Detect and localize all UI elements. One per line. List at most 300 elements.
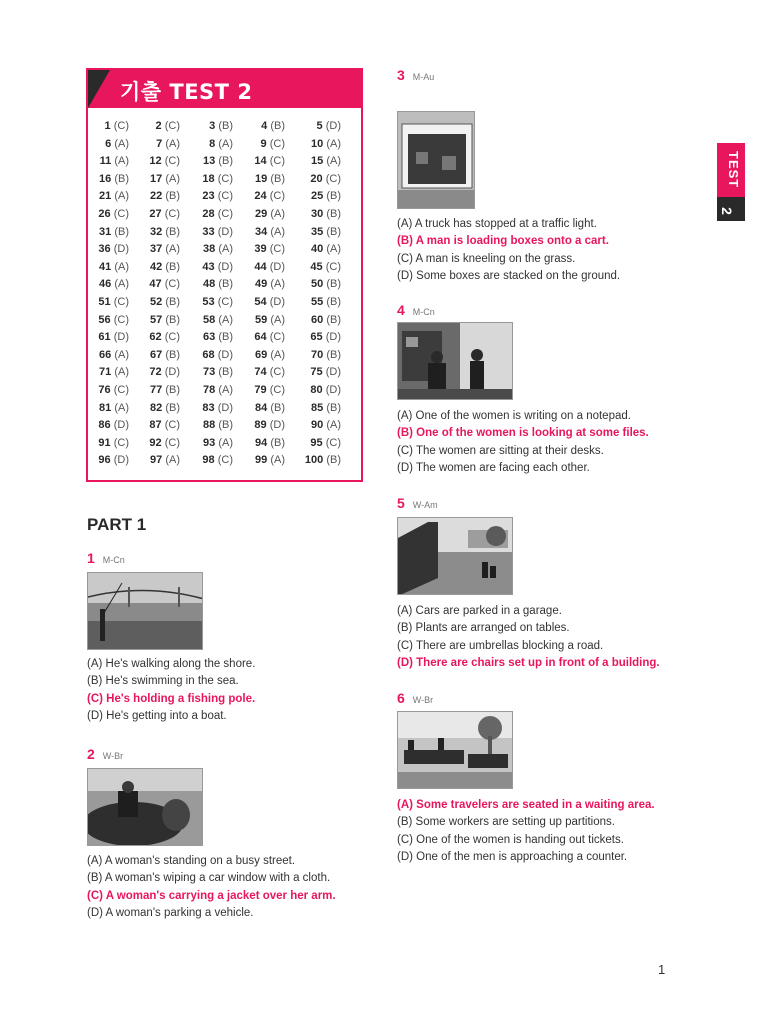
answer-key-item-number: 74 [254, 366, 267, 379]
question-number: 6 [397, 690, 405, 706]
answer-key-row [88, 384, 361, 402]
answer-key-item-number: 56 [98, 313, 111, 326]
answer-key-item-number: 28 [202, 207, 215, 220]
question-2-options [87, 853, 336, 923]
answer-key-cell [235, 226, 287, 244]
answer-key-row [88, 173, 361, 191]
answer-key-item-number: 90 [311, 419, 324, 432]
answer-key-item-answer: (C) [164, 120, 180, 132]
answer-key-item-answer: (A) [270, 278, 285, 291]
answer-key-cell [235, 138, 287, 156]
answer-key-item-number: 71 [99, 366, 112, 379]
answer-key-cell [88, 120, 131, 138]
question-5-header [397, 495, 438, 511]
answer-key-item-number: 32 [150, 225, 163, 238]
answer-key-item-answer: (A) [270, 225, 285, 238]
answer-key-item-answer: (A) [218, 243, 233, 256]
question-number: 2 [87, 746, 95, 762]
option-c: (C) The women are sitting at their desks. [397, 444, 604, 457]
answer-key-item-number: 57 [150, 313, 163, 326]
answer-key-cell [287, 120, 343, 138]
answer-key-cell [287, 226, 343, 244]
answer-key-cell [131, 454, 182, 472]
answer-key-item-number: 7 [156, 137, 163, 150]
option-a: (A) He's walking along the shore. [87, 658, 256, 670]
speaker-code: M-Au [412, 72, 435, 82]
answer-key-item-number: 2 [155, 120, 162, 132]
answer-key-item-answer: (D) [325, 383, 341, 396]
answer-key-cell [182, 243, 235, 261]
answer-key-item-number: 62 [149, 331, 162, 344]
answer-key-cell [235, 120, 287, 138]
answer-key-item-answer: (C) [325, 172, 341, 185]
answer-key-item-number: 68 [202, 348, 215, 361]
answer-key-item-answer: (C) [217, 172, 233, 185]
answer-key-cell [235, 419, 287, 437]
answer-key-cell [235, 349, 287, 367]
answer-key-item-answer: (B) [165, 401, 180, 414]
answer-key-item-answer: (B) [114, 225, 129, 238]
speaker-code: W-Br [102, 751, 124, 761]
answer-key-cell [235, 243, 287, 261]
answer-key-item-answer: (B) [218, 419, 233, 432]
answer-key-item-answer: (A) [218, 436, 233, 449]
answer-key-item-number: 96 [98, 454, 111, 467]
answer-key-item-answer: (B) [270, 172, 285, 185]
question-1-header [87, 550, 125, 566]
answer-key-item-number: 75 [310, 366, 323, 379]
answer-key-item-answer: (D) [217, 401, 233, 414]
option-a: (A) A woman's standing on a busy street. [87, 855, 296, 867]
answer-key-cell [235, 437, 287, 455]
answer-key-item-answer: (B) [326, 207, 341, 220]
answer-key-item-answer: (B) [218, 155, 233, 168]
answer-key-item-answer: (B) [165, 260, 180, 273]
answer-key-cell [88, 454, 131, 472]
answer-key-item-number: 35 [311, 225, 324, 238]
answer-key-cell [131, 243, 182, 261]
answer-key-item-number: 8 [209, 137, 216, 150]
answer-key-item-number: 24 [254, 190, 267, 203]
answer-key-cell [88, 296, 131, 314]
option-a: (A) Cars are parked in a garage. [397, 605, 562, 617]
answer-key-cell [287, 208, 343, 226]
answer-key-cell [235, 155, 287, 173]
answer-key-item-number: 49 [255, 278, 268, 291]
part-heading: PART 1 [87, 515, 147, 534]
answer-key-cell [88, 437, 131, 455]
answer-key-row [88, 402, 361, 420]
answer-key-item-answer: (C) [217, 190, 233, 203]
answer-key-item-answer: (C) [269, 243, 285, 256]
answer-key-row [88, 120, 361, 138]
answer-key-item-answer: (C) [164, 419, 180, 432]
answer-key-row [88, 278, 361, 296]
answer-key-item-number: 33 [202, 225, 215, 238]
answer-key-item-number: 40 [311, 243, 324, 256]
answer-key-item-answer: (A) [326, 155, 341, 168]
answer-key-item-answer: (B) [326, 313, 341, 326]
answer-key-item-number: 1 [104, 120, 111, 132]
answer-key-cell [131, 155, 182, 173]
answer-key-item-answer: (C) [113, 207, 129, 220]
answer-key-item-answer: (D) [113, 419, 129, 432]
page-number: 1 [658, 962, 666, 977]
answer-key-row [88, 349, 361, 367]
answer-key-cell [235, 366, 287, 384]
speaker-code: W-Am [412, 500, 438, 510]
answer-key-item-number: 12 [149, 155, 162, 168]
answer-key-cell [88, 173, 131, 191]
answer-key-cell [287, 366, 343, 384]
question-number: 1 [87, 550, 95, 566]
answer-key-item-answer: (A) [165, 243, 180, 256]
answer-key-item-number: 48 [203, 278, 216, 291]
answer-key-cell [235, 402, 287, 420]
side-tab-number: 2 [718, 207, 735, 215]
answer-key-cell [287, 419, 343, 437]
question-4-options [397, 408, 649, 478]
answer-key-cell [235, 454, 287, 472]
question-number: 5 [397, 495, 405, 511]
answer-key-item-number: 78 [203, 383, 216, 396]
answer-key-cell [235, 384, 287, 402]
answer-key-cell [131, 349, 182, 367]
answer-key-cell [287, 331, 343, 349]
answer-key-item-answer: (A) [270, 313, 285, 326]
answer-key-item-answer: (D) [269, 260, 285, 273]
answer-key-item-answer: (A) [270, 348, 285, 361]
answer-key-item-answer: (C) [164, 278, 180, 291]
answer-key-item-answer: (B) [165, 225, 180, 238]
answer-key-item-number: 19 [255, 172, 268, 185]
answer-key-cell [182, 384, 235, 402]
answer-key-cell [287, 261, 343, 279]
answer-key-item-answer: (C) [269, 190, 285, 203]
answer-key-item-number: 91 [98, 436, 111, 449]
answer-key-item-answer: (D) [113, 331, 129, 344]
answer-key-item-answer: (B) [165, 190, 180, 203]
answer-key-item-number: 15 [311, 155, 324, 168]
answer-key-item-number: 73 [203, 366, 216, 379]
answer-key-cell [287, 155, 343, 173]
answer-key-item-answer: (B) [270, 120, 285, 132]
option-b-correct: (B) A man is loading boxes onto a cart. [397, 235, 609, 248]
answer-key-cell [131, 190, 182, 208]
answer-key-cell [235, 173, 287, 191]
answer-key-item-answer: (B) [165, 313, 180, 326]
answer-key-item-answer: (C) [164, 331, 180, 344]
answer-key-item-number: 43 [202, 260, 215, 273]
answer-key-cell [182, 208, 235, 226]
answer-key-item-number: 54 [254, 295, 267, 308]
answer-key-cell [131, 419, 182, 437]
answer-key-cell [88, 278, 131, 296]
answer-key-item-answer: (C) [164, 155, 180, 168]
answer-key-cell [182, 331, 235, 349]
answer-key-item-number: 72 [149, 366, 162, 379]
answer-key-item-answer: (D) [269, 419, 285, 432]
option-d-correct: (D) There are chairs set up in front of a building. [397, 657, 660, 670]
answer-key-item-answer: (D) [325, 366, 341, 379]
answer-key-item-answer: (A) [114, 260, 129, 273]
answer-key-cell [131, 296, 182, 314]
answer-key-cell [287, 454, 343, 472]
answer-key-cell [287, 243, 343, 261]
answer-key-item-answer: (B) [218, 120, 233, 132]
answer-key-cell [88, 314, 131, 332]
answer-key-item-answer: (A) [326, 137, 341, 150]
answer-key-item-answer: (B) [218, 331, 233, 344]
answer-key-cell [88, 261, 131, 279]
question-6-photo [397, 711, 513, 789]
answer-key-cell [131, 173, 182, 191]
answer-key-item-number: 64 [254, 331, 267, 344]
answer-key-item-number: 42 [150, 260, 163, 273]
answer-key-item-answer: (C) [113, 120, 129, 132]
answer-key-item-number: 97 [150, 454, 163, 467]
option-c-correct: (C) He's holding a fishing pole. [87, 692, 256, 705]
answer-key-cell [235, 208, 287, 226]
answer-key-item-answer: (D) [217, 260, 233, 273]
answer-key-row [88, 366, 361, 384]
answer-key-item-number: 23 [202, 190, 215, 203]
answer-key-cell [88, 419, 131, 437]
answer-key-item-number: 30 [311, 207, 324, 220]
answer-key-item-number: 69 [255, 348, 268, 361]
answer-key-item-answer: (A) [165, 454, 180, 467]
answer-key-item-number: 14 [254, 155, 267, 168]
answer-key-item-answer: (B) [270, 401, 285, 414]
answer-key-cell [182, 349, 235, 367]
answer-key-item-number: 99 [255, 454, 268, 467]
question-6-options [397, 797, 655, 867]
answer-key-cell [287, 402, 343, 420]
answer-key-item-number: 66 [99, 348, 112, 361]
answer-key-item-answer: (C) [164, 207, 180, 220]
answer-key-cell [131, 261, 182, 279]
answer-key-item-number: 46 [99, 278, 112, 291]
answer-key-item-number: 60 [311, 313, 324, 326]
answer-key-item-answer: (A) [114, 155, 129, 168]
answer-key-row [88, 437, 361, 455]
answer-key-item-number: 13 [203, 155, 216, 168]
answer-key-item-answer: (D) [113, 454, 129, 467]
answer-key-cell [88, 226, 131, 244]
answer-key-cell [131, 138, 182, 156]
question-1-options [87, 656, 255, 726]
question-6-header [397, 690, 433, 706]
question-3-header [397, 67, 434, 83]
answer-key-item-number: 4 [261, 120, 268, 132]
answer-key-cell [131, 331, 182, 349]
answer-key-cell [131, 208, 182, 226]
answer-key-item-number: 67 [150, 348, 163, 361]
answer-key-item-number: 89 [254, 419, 267, 432]
answer-key-item-number: 59 [255, 313, 268, 326]
answer-key-item-answer: (A) [326, 243, 341, 256]
answer-key-item-answer: (B) [165, 383, 180, 396]
answer-key-cell [182, 366, 235, 384]
answer-key-item-number: 21 [99, 190, 112, 203]
answer-key-row [88, 331, 361, 349]
question-5-options [397, 603, 660, 673]
answer-key-row [88, 419, 361, 437]
answer-key-cell [131, 402, 182, 420]
question-4-photo [397, 322, 513, 400]
answer-key-item-number: 51 [98, 295, 111, 308]
answer-key-item-number: 87 [149, 419, 162, 432]
answer-key-cell [287, 314, 343, 332]
answer-key-cell [131, 278, 182, 296]
option-b-correct: (B) One of the women is looking at some files. [397, 427, 649, 440]
answer-key-item-answer: (C) [217, 295, 233, 308]
answer-key-cell [88, 243, 131, 261]
answer-key-item-number: 18 [202, 172, 215, 185]
answer-key-item-number: 34 [255, 225, 268, 238]
answer-key-item-number: 27 [149, 207, 162, 220]
answer-key-item-answer: (B) [165, 295, 180, 308]
answer-key-item-answer: (A) [218, 137, 233, 150]
header-notch [88, 70, 110, 108]
answer-key-item-number: 31 [99, 225, 112, 238]
option-c-correct: (C) A woman's carrying a jacket over her arm. [87, 889, 336, 902]
answer-key-item-number: 58 [203, 313, 216, 326]
answer-key-title: 기출 TEST 2 [120, 80, 253, 104]
answer-key-item-number: 11 [99, 155, 112, 168]
side-tab-label: TEST [726, 151, 741, 189]
answer-key-cell [182, 120, 235, 138]
answer-key-cell [88, 190, 131, 208]
answer-key-item-number: 65 [310, 331, 323, 344]
answer-key-item-answer: (B) [218, 366, 233, 379]
answer-key-cell [131, 366, 182, 384]
answer-key-cell [88, 349, 131, 367]
answer-key-cell [88, 155, 131, 173]
answer-key-item-number: 76 [98, 383, 111, 396]
answer-key-item-number: 93 [203, 436, 216, 449]
answer-key-cell [287, 138, 343, 156]
answer-key-item-number: 81 [99, 401, 112, 414]
answer-key-item-number: 80 [310, 383, 323, 396]
answer-key-item-answer: (A) [114, 348, 129, 361]
answer-key-item-answer: (D) [164, 366, 180, 379]
answer-key-item-number: 36 [98, 243, 111, 256]
answer-key-row [88, 226, 361, 244]
answer-key-item-number: 9 [260, 137, 267, 150]
option-d: (D) Some boxes are stacked on the ground. [397, 270, 621, 283]
answer-key-cell [287, 384, 343, 402]
speaker-code: M-Cn [102, 555, 125, 565]
answer-key-cell [88, 138, 131, 156]
answer-key-item-answer: (B) [270, 436, 285, 449]
option-a: (A) A truck has stopped at a traffic light. [397, 218, 597, 230]
answer-key-item-answer: (C) [269, 331, 285, 344]
answer-key-row [88, 243, 361, 261]
answer-key-item-answer: (A) [270, 454, 285, 467]
answer-key-item-number: 86 [98, 419, 111, 432]
answer-key-item-number: 82 [150, 401, 163, 414]
answer-key-item-number: 25 [311, 190, 324, 203]
answer-key-item-answer: (B) [114, 172, 129, 185]
answer-key-item-number: 70 [311, 348, 324, 361]
answer-key-item-number: 47 [149, 278, 162, 291]
answer-key-cell [182, 226, 235, 244]
answer-key-cell [131, 226, 182, 244]
answer-key-item-number: 53 [202, 295, 215, 308]
answer-key-item-number: 98 [202, 454, 215, 467]
option-c: (C) A man is kneeling on the grass. [397, 252, 576, 265]
option-b: (B) A woman's wiping a car window with a cloth. [87, 872, 331, 885]
question-5-photo [397, 517, 513, 595]
answer-key-item-number: 26 [98, 207, 111, 220]
answer-key-cell [287, 349, 343, 367]
answer-key-item-answer: (D) [217, 348, 233, 361]
answer-key-cell [182, 419, 235, 437]
answer-key-item-number: 5 [316, 120, 323, 132]
answer-key-item-answer: (B) [165, 348, 180, 361]
speaker-code: M-Cn [412, 307, 435, 317]
answer-key-cell [88, 384, 131, 402]
answer-key-item-number: 100 [304, 454, 324, 467]
answer-key-cell [88, 402, 131, 420]
question-4-header [397, 302, 435, 318]
answer-key-item-number: 3 [209, 120, 216, 132]
answer-key-cell [88, 208, 131, 226]
answer-key-item-number: 85 [311, 401, 324, 414]
answer-key-cell [235, 296, 287, 314]
answer-key-row [88, 296, 361, 314]
answer-key-item-answer: (C) [325, 260, 341, 273]
answer-key-cell [182, 296, 235, 314]
answer-key-item-number: 52 [150, 295, 163, 308]
answer-key-item-answer: (D) [325, 331, 341, 344]
answer-key-item-number: 79 [254, 383, 267, 396]
question-number: 3 [397, 67, 405, 83]
answer-key-item-answer: (A) [114, 401, 129, 414]
answer-key-item-answer: (C) [269, 155, 285, 168]
option-a: (A) One of the women is writing on a notepad. [397, 410, 631, 422]
answer-key-item-answer: (C) [113, 295, 129, 308]
answer-key-item-number: 39 [254, 243, 267, 256]
answer-key-item-number: 61 [98, 331, 111, 344]
answer-key-cell [235, 278, 287, 296]
answer-key-cell [235, 261, 287, 279]
answer-key-item-answer: (C) [217, 454, 233, 467]
answer-key-item-answer: (B) [326, 225, 341, 238]
answer-key-row [88, 155, 361, 173]
answer-key-item-number: 88 [203, 419, 216, 432]
answer-key-row [88, 190, 361, 208]
answer-key-cell [182, 155, 235, 173]
option-d: (D) One of the men is approaching a counter. [397, 851, 628, 864]
answer-key-row [88, 138, 361, 156]
answer-key-item-answer: (A) [165, 137, 180, 150]
answer-key-item-answer: (C) [113, 383, 129, 396]
answer-key-item-number: 22 [150, 190, 163, 203]
answer-key-item-answer: (B) [218, 278, 233, 291]
answer-key-item-answer: (C) [269, 137, 285, 150]
answer-key-item-answer: (A) [270, 207, 285, 220]
answer-key-item-number: 41 [99, 260, 112, 273]
answer-key-cell [88, 366, 131, 384]
answer-key-cell [235, 314, 287, 332]
answer-key-cell [182, 138, 235, 156]
option-c: (C) One of the women is handing out tickets. [397, 833, 624, 846]
option-b: (B) He's swimming in the sea. [87, 675, 239, 688]
answer-key-cell [88, 331, 131, 349]
answer-key-item-number: 16 [99, 172, 112, 185]
